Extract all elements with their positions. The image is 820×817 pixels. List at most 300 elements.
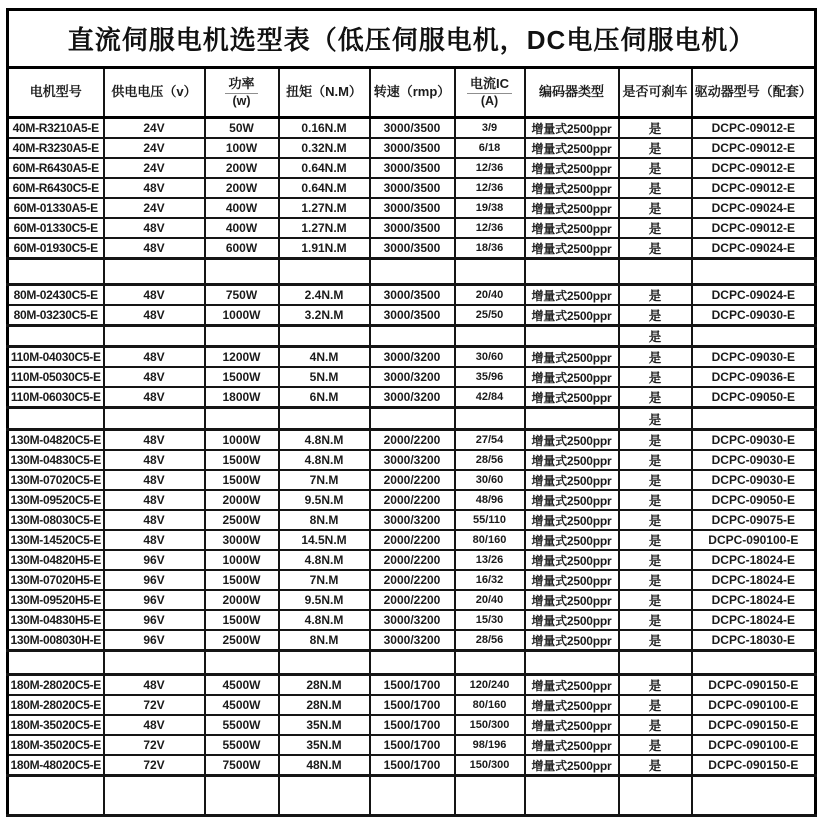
cell-brake: 是 — [619, 367, 692, 387]
cell-brake: 是 — [619, 430, 692, 451]
cell-torque: 4.8N.M — [279, 430, 370, 451]
cell-driver — [692, 259, 816, 285]
table-row — [8, 695, 816, 715]
cell-brake: 是 — [619, 510, 692, 530]
cell-model: 60M-R6430C5-E — [8, 178, 104, 198]
cell-model: 130M-04820C5-E — [8, 430, 104, 451]
page-title: 直流伺服电机选型表（低压伺服电机，DC电压伺服电机） — [8, 10, 816, 68]
col-header-voltage — [104, 68, 205, 118]
cell-voltage — [104, 326, 205, 347]
col-header-label: 供电电压（v） — [111, 84, 197, 100]
cell-brake: 是 — [619, 695, 692, 715]
cell-encoder: 增量式2500ppr — [525, 430, 619, 451]
col-header-driver — [692, 68, 816, 118]
cell-driver: DCPC-09075-E — [692, 510, 816, 530]
cell-speed: 2000/2200 — [370, 590, 455, 610]
cell-model: 130M-08030C5-E — [8, 510, 104, 530]
cell-voltage — [104, 776, 205, 816]
cell-speed: 1500/1700 — [370, 735, 455, 755]
cell-driver: DCPC-18024-E — [692, 610, 816, 630]
cell-torque: 35N.M — [279, 735, 370, 755]
cell-voltage: 72V — [104, 735, 205, 755]
cell-encoder: 增量式2500ppr — [525, 530, 619, 550]
cell-brake: 是 — [619, 138, 692, 158]
cell-voltage: 96V — [104, 550, 205, 570]
cell-encoder: 增量式2500ppr — [525, 590, 619, 610]
cell-torque: 4N.M — [279, 347, 370, 368]
cell-driver: DCPC-09024-E — [692, 238, 816, 259]
cell-encoder — [525, 776, 619, 816]
cell-model: 80M-02430C5-E — [8, 285, 104, 306]
cell-torque: 35N.M — [279, 715, 370, 735]
cell-torque: 6N.M — [279, 387, 370, 408]
cell-voltage: 48V — [104, 675, 205, 696]
cell-torque: 9.5N.M — [279, 490, 370, 510]
cell-current: 30/60 — [455, 470, 525, 490]
cell-torque: 28N.M — [279, 695, 370, 715]
cell-power: 1500W — [205, 450, 279, 470]
cell-driver: DCPC-09050-E — [692, 490, 816, 510]
cell-power: 750W — [205, 285, 279, 306]
cell-speed: 3000/3200 — [370, 387, 455, 408]
cell-current: 12/36 — [455, 218, 525, 238]
table-row — [8, 530, 816, 550]
cell-current: 80/160 — [455, 530, 525, 550]
cell-brake: 是 — [619, 347, 692, 368]
cell-model: 60M-01330A5-E — [8, 198, 104, 218]
cell-torque: 7N.M — [279, 470, 370, 490]
table-row — [8, 430, 816, 451]
cell-encoder: 增量式2500ppr — [525, 387, 619, 408]
cell-torque: 1.27N.M — [279, 218, 370, 238]
cell-torque: 14.5N.M — [279, 530, 370, 550]
cell-speed: 3000/3200 — [370, 450, 455, 470]
cell-power: 7500W — [205, 755, 279, 776]
cell-voltage: 24V — [104, 138, 205, 158]
cell-speed: 3000/3200 — [370, 347, 455, 368]
cell-current: 55/110 — [455, 510, 525, 530]
cell-torque: 4.8N.M — [279, 450, 370, 470]
cell-driver — [692, 776, 816, 816]
col-header-current — [455, 68, 525, 118]
cell-power: 400W — [205, 198, 279, 218]
cell-torque: 1.91N.M — [279, 238, 370, 259]
cell-voltage: 72V — [104, 755, 205, 776]
cell-brake: 是 — [619, 590, 692, 610]
cell-current — [455, 259, 525, 285]
cell-model: 130M-07020C5-E — [8, 470, 104, 490]
cell-brake: 是 — [619, 387, 692, 408]
cell-voltage: 24V — [104, 198, 205, 218]
table-row — [8, 305, 816, 326]
cell-power: 1500W — [205, 367, 279, 387]
cell-voltage: 48V — [104, 510, 205, 530]
cell-model: 40M-R3210A5-E — [8, 118, 104, 139]
cell-encoder: 增量式2500ppr — [525, 630, 619, 651]
table-head — [8, 10, 816, 118]
cell-speed — [370, 259, 455, 285]
col-header-label: 驱动器型号（配套） — [694, 84, 812, 100]
cell-brake: 是 — [619, 715, 692, 735]
cell-torque: 4.8N.M — [279, 610, 370, 630]
cell-speed: 3000/3500 — [370, 285, 455, 306]
cell-driver: DCPC-09030-E — [692, 430, 816, 451]
cell-model: 130M-07020H5-E — [8, 570, 104, 590]
cell-speed: 1500/1700 — [370, 715, 455, 735]
cell-speed: 3000/3500 — [370, 178, 455, 198]
cell-brake: 是 — [619, 490, 692, 510]
cell-model: 110M-06030C5-E — [8, 387, 104, 408]
cell-brake: 是 — [619, 326, 692, 347]
cell-driver: DCPC-090100-E — [692, 735, 816, 755]
cell-model: 60M-R6430A5-E — [8, 158, 104, 178]
col-header-speed — [370, 68, 455, 118]
table-row — [8, 450, 816, 470]
cell-current: 80/160 — [455, 695, 525, 715]
cell-brake: 是 — [619, 198, 692, 218]
cell-current — [455, 651, 525, 675]
cell-driver: DCPC-090150-E — [692, 755, 816, 776]
cell-driver: DCPC-09030-E — [692, 470, 816, 490]
cell-speed: 3000/3200 — [370, 610, 455, 630]
cell-model: 180M-35020C5-E — [8, 715, 104, 735]
col-header-label: 编码器类型 — [538, 84, 604, 100]
cell-encoder: 增量式2500ppr — [525, 285, 619, 306]
cell-power — [205, 408, 279, 430]
cell-encoder: 增量式2500ppr — [525, 510, 619, 530]
cell-encoder: 增量式2500ppr — [525, 675, 619, 696]
cell-model — [8, 651, 104, 675]
cell-power: 600W — [205, 238, 279, 259]
table-row — [8, 510, 816, 530]
cell-current — [455, 326, 525, 347]
cell-driver: DCPC-09012-E — [692, 178, 816, 198]
cell-model: 110M-05030C5-E — [8, 367, 104, 387]
cell-brake: 是 — [619, 158, 692, 178]
cell-model: 130M-09520C5-E — [8, 490, 104, 510]
cell-model: 60M-01930C5-E — [8, 238, 104, 259]
table-row — [8, 470, 816, 490]
cell-driver: DCPC-18024-E — [692, 590, 816, 610]
cell-torque: 4.8N.M — [279, 550, 370, 570]
col-header-torque — [279, 68, 370, 118]
cell-speed: 3000/3500 — [370, 198, 455, 218]
spacer-row — [8, 326, 816, 347]
cell-voltage: 48V — [104, 238, 205, 259]
cell-brake: 是 — [619, 178, 692, 198]
cell-current: 20/40 — [455, 285, 525, 306]
col-header-brake — [619, 68, 692, 118]
cell-model: 60M-01330C5-E — [8, 218, 104, 238]
cell-brake: 是 — [619, 610, 692, 630]
cell-power: 1000W — [205, 305, 279, 326]
cell-speed: 1500/1700 — [370, 695, 455, 715]
cell-power: 50W — [205, 118, 279, 139]
cell-speed: 2000/2200 — [370, 490, 455, 510]
cell-torque: 9.5N.M — [279, 590, 370, 610]
cell-current: 3/9 — [455, 118, 525, 139]
cell-current: 27/54 — [455, 430, 525, 451]
cell-encoder: 增量式2500ppr — [525, 735, 619, 755]
cell-model — [8, 259, 104, 285]
cell-torque: 3.2N.M — [279, 305, 370, 326]
cell-power: 1500W — [205, 610, 279, 630]
cell-encoder — [525, 651, 619, 675]
col-header-power — [205, 68, 279, 118]
cell-model: 130M-04820H5-E — [8, 550, 104, 570]
cell-torque — [279, 651, 370, 675]
cell-voltage: 48V — [104, 430, 205, 451]
cell-encoder: 增量式2500ppr — [525, 138, 619, 158]
cell-voltage: 48V — [104, 285, 205, 306]
cell-power: 3000W — [205, 530, 279, 550]
cell-current: 42/84 — [455, 387, 525, 408]
cell-driver: DCPC-09012-E — [692, 118, 816, 139]
cell-voltage: 96V — [104, 570, 205, 590]
table-row — [8, 590, 816, 610]
cell-voltage: 96V — [104, 630, 205, 651]
cell-encoder: 增量式2500ppr — [525, 305, 619, 326]
cell-brake: 是 — [619, 305, 692, 326]
table-row — [8, 735, 816, 755]
cell-encoder: 增量式2500ppr — [525, 695, 619, 715]
col-header-model — [8, 68, 104, 118]
cell-model: 130M-14520C5-E — [8, 530, 104, 550]
cell-torque: 28N.M — [279, 675, 370, 696]
cell-power: 2000W — [205, 490, 279, 510]
cell-speed: 3000/3500 — [370, 305, 455, 326]
cell-brake: 是 — [619, 285, 692, 306]
cell-encoder — [525, 408, 619, 430]
cell-voltage: 48V — [104, 530, 205, 550]
cell-encoder — [525, 326, 619, 347]
cell-encoder: 增量式2500ppr — [525, 118, 619, 139]
cell-power: 200W — [205, 158, 279, 178]
cell-power: 2500W — [205, 630, 279, 651]
cell-current: 15/30 — [455, 610, 525, 630]
cell-torque — [279, 326, 370, 347]
cell-driver: DCPC-18024-E — [692, 550, 816, 570]
cell-brake: 是 — [619, 408, 692, 430]
cell-encoder — [525, 259, 619, 285]
col-header-label: 扭矩（N.M） — [286, 84, 362, 100]
cell-brake — [619, 651, 692, 675]
cell-brake: 是 — [619, 570, 692, 590]
cell-encoder: 增量式2500ppr — [525, 450, 619, 470]
cell-torque: 1.27N.M — [279, 198, 370, 218]
cell-encoder: 增量式2500ppr — [525, 570, 619, 590]
table-row — [8, 715, 816, 735]
cell-current: 48/96 — [455, 490, 525, 510]
cell-encoder: 增量式2500ppr — [525, 490, 619, 510]
cell-speed: 2000/2200 — [370, 530, 455, 550]
cell-voltage: 48V — [104, 367, 205, 387]
cell-torque: 0.32N.M — [279, 138, 370, 158]
col-header-unit: (A) — [480, 93, 499, 108]
cell-brake: 是 — [619, 675, 692, 696]
cell-voltage: 48V — [104, 305, 205, 326]
cell-brake: 是 — [619, 755, 692, 776]
cell-model: 130M-09520H5-E — [8, 590, 104, 610]
cell-speed: 3000/3500 — [370, 138, 455, 158]
cell-driver — [692, 326, 816, 347]
cell-speed: 3000/3500 — [370, 158, 455, 178]
cell-speed: 3000/3500 — [370, 118, 455, 139]
cell-driver: DCPC-09012-E — [692, 138, 816, 158]
cell-driver: DCPC-09050-E — [692, 387, 816, 408]
cell-current: 150/300 — [455, 715, 525, 735]
cell-driver: DCPC-09036-E — [692, 367, 816, 387]
cell-driver: DCPC-09030-E — [692, 450, 816, 470]
cell-encoder: 增量式2500ppr — [525, 715, 619, 735]
cell-brake — [619, 776, 692, 816]
cell-current: 16/32 — [455, 570, 525, 590]
table-row — [8, 198, 816, 218]
cell-speed: 2000/2200 — [370, 550, 455, 570]
cell-current: 6/18 — [455, 138, 525, 158]
cell-speed: 3000/3500 — [370, 218, 455, 238]
cell-brake: 是 — [619, 630, 692, 651]
cell-driver: DCPC-09030-E — [692, 305, 816, 326]
col-header-label: 电机型号 — [29, 84, 82, 100]
cell-driver: DCPC-09012-E — [692, 158, 816, 178]
cell-brake — [619, 259, 692, 285]
table-row — [8, 387, 816, 408]
cell-torque: 8N.M — [279, 510, 370, 530]
cell-current: 20/40 — [455, 590, 525, 610]
cell-model: 130M-04830C5-E — [8, 450, 104, 470]
col-header-encoder — [525, 68, 619, 118]
cell-voltage: 48V — [104, 387, 205, 408]
header-row — [8, 68, 816, 118]
cell-torque — [279, 259, 370, 285]
cell-current: 28/56 — [455, 630, 525, 651]
cell-encoder: 增量式2500ppr — [525, 610, 619, 630]
cell-power: 1800W — [205, 387, 279, 408]
cell-model — [8, 326, 104, 347]
cell-current: 12/36 — [455, 178, 525, 198]
cell-encoder: 增量式2500ppr — [525, 178, 619, 198]
cell-power: 1500W — [205, 470, 279, 490]
col-header-label: 是否可刹车 — [622, 84, 688, 100]
cell-encoder: 增量式2500ppr — [525, 347, 619, 368]
cell-power: 200W — [205, 178, 279, 198]
cell-voltage: 48V — [104, 470, 205, 490]
cell-model: 130M-008030H-E — [8, 630, 104, 651]
cell-current: 98/196 — [455, 735, 525, 755]
cell-encoder: 增量式2500ppr — [525, 470, 619, 490]
cell-current — [455, 408, 525, 430]
cell-current: 18/36 — [455, 238, 525, 259]
col-header-label: 转速（rmp） — [373, 84, 451, 100]
cell-speed: 2000/2200 — [370, 470, 455, 490]
cell-voltage — [104, 259, 205, 285]
cell-speed: 3000/3200 — [370, 367, 455, 387]
spacer-row — [8, 651, 816, 675]
cell-model: 180M-48020C5-E — [8, 755, 104, 776]
cell-voltage — [104, 651, 205, 675]
cell-voltage: 48V — [104, 490, 205, 510]
cell-model — [8, 408, 104, 430]
cell-driver — [692, 651, 816, 675]
cell-driver: DCPC-090150-E — [692, 675, 816, 696]
table-row — [8, 238, 816, 259]
cell-voltage: 96V — [104, 610, 205, 630]
cell-model: 130M-04830H5-E — [8, 610, 104, 630]
cell-brake: 是 — [619, 118, 692, 139]
table-row — [8, 138, 816, 158]
cell-speed — [370, 651, 455, 675]
cell-speed: 1500/1700 — [370, 675, 455, 696]
cell-power: 5500W — [205, 735, 279, 755]
cell-driver: DCPC-18024-E — [692, 570, 816, 590]
cell-brake: 是 — [619, 218, 692, 238]
cell-brake: 是 — [619, 530, 692, 550]
cell-power: 1500W — [205, 570, 279, 590]
table-row — [8, 550, 816, 570]
spacer-row — [8, 408, 816, 430]
cell-torque: 7N.M — [279, 570, 370, 590]
table-row — [8, 675, 816, 696]
cell-speed — [370, 326, 455, 347]
cell-current: 19/38 — [455, 198, 525, 218]
cell-voltage — [104, 408, 205, 430]
table-row — [8, 218, 816, 238]
cell-voltage: 48V — [104, 178, 205, 198]
cell-current: 13/26 — [455, 550, 525, 570]
cell-encoder: 增量式2500ppr — [525, 158, 619, 178]
cell-torque: 0.64N.M — [279, 178, 370, 198]
cell-power: 5500W — [205, 715, 279, 735]
cell-model: 80M-03230C5-E — [8, 305, 104, 326]
cell-voltage: 48V — [104, 450, 205, 470]
cell-torque — [279, 776, 370, 816]
table-body — [8, 118, 816, 816]
cell-torque: 8N.M — [279, 630, 370, 651]
cell-driver: DCPC-09030-E — [692, 347, 816, 368]
cell-model — [8, 776, 104, 816]
cell-driver: DCPC-090150-E — [692, 715, 816, 735]
cell-encoder: 增量式2500ppr — [525, 218, 619, 238]
cell-encoder: 增量式2500ppr — [525, 198, 619, 218]
table-row — [8, 178, 816, 198]
cell-current — [455, 776, 525, 816]
cell-brake: 是 — [619, 735, 692, 755]
cell-power: 1000W — [205, 430, 279, 451]
table-row — [8, 610, 816, 630]
table-row — [8, 755, 816, 776]
cell-power — [205, 326, 279, 347]
cell-power — [205, 776, 279, 816]
spacer-row — [8, 776, 816, 816]
cell-voltage: 72V — [104, 695, 205, 715]
title-row — [8, 10, 816, 68]
cell-torque: 0.16N.M — [279, 118, 370, 139]
table-row — [8, 347, 816, 368]
cell-model: 180M-35020C5-E — [8, 735, 104, 755]
cell-voltage: 48V — [104, 218, 205, 238]
cell-model: 180M-28020C5-E — [8, 695, 104, 715]
cell-driver: DCPC-09024-E — [692, 285, 816, 306]
cell-torque — [279, 408, 370, 430]
cell-speed: 3000/3200 — [370, 630, 455, 651]
cell-torque: 48N.M — [279, 755, 370, 776]
cell-current: 150/300 — [455, 755, 525, 776]
cell-speed: 3000/3500 — [370, 238, 455, 259]
cell-brake: 是 — [619, 450, 692, 470]
cell-brake: 是 — [619, 550, 692, 570]
cell-speed: 1500/1700 — [370, 755, 455, 776]
